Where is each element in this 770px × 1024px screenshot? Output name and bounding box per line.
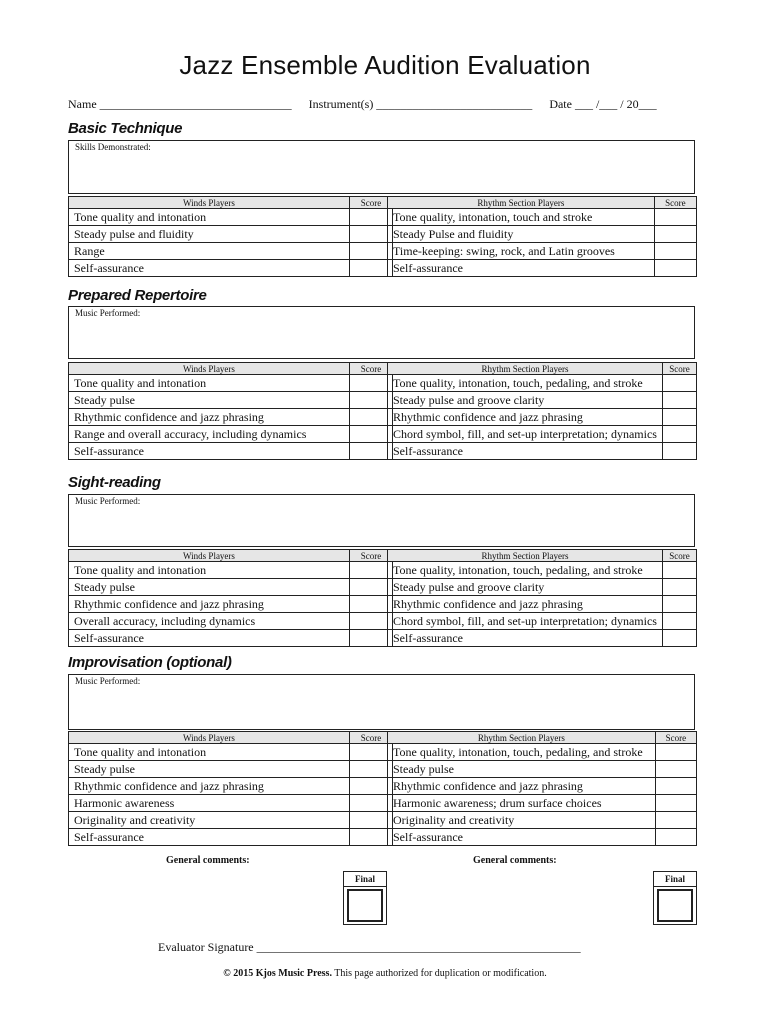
instrument-field[interactable]: Instrument(s) __________________________ <box>308 97 533 111</box>
table-row <box>388 409 697 426</box>
table-row <box>69 392 393 409</box>
rhythm-criterion: Steady pulse and groove clarity <box>388 579 663 596</box>
rhythm-header: Rhythm Section Players <box>388 550 663 562</box>
table-row <box>388 761 697 778</box>
rhythm-criterion: Self-assurance <box>388 260 655 277</box>
table-row <box>69 812 393 829</box>
table-row <box>388 630 697 647</box>
table-row <box>69 630 393 647</box>
rhythm-table <box>387 549 697 647</box>
winds-criterion: Rhythmic confidence and jazz phrasing <box>69 409 350 426</box>
winds-criterion: Tone quality and intonation <box>69 744 350 761</box>
winds-criterion: Rhythmic confidence and jazz phrasing <box>69 596 350 613</box>
section-heading: Prepared Repertoire <box>68 287 207 304</box>
section-heading: Basic Technique <box>68 120 183 137</box>
score-cell[interactable] <box>662 562 696 579</box>
rhythm-criterion: Steady pulse and groove clarity <box>388 392 663 409</box>
winds-criterion: Tone quality and intonation <box>69 375 350 392</box>
table-row <box>388 778 697 795</box>
rhythm-criterion: Steady pulse <box>388 761 656 778</box>
table-row <box>69 744 393 761</box>
winds-header: Winds Players <box>69 197 350 209</box>
rhythm-table <box>387 731 697 846</box>
score-header: Score <box>350 197 393 209</box>
score-cell[interactable] <box>654 209 696 226</box>
rhythm-criterion: Self-assurance <box>388 630 663 647</box>
winds-header: Winds Players <box>69 550 350 562</box>
rhythm-final-score[interactable] <box>653 871 697 925</box>
rhythm-header: Rhythm Section Players <box>388 732 656 744</box>
score-header: Score <box>350 550 393 562</box>
notes-box[interactable] <box>68 140 695 194</box>
copyright: © 2015 Kjos Music Press. <box>223 968 332 979</box>
table-row <box>69 778 393 795</box>
evaluator-signature[interactable]: Evaluator Signature ______________________________________________________ <box>158 940 581 954</box>
score-cell[interactable] <box>655 744 696 761</box>
score-cell[interactable] <box>655 761 696 778</box>
table-row <box>69 829 393 846</box>
winds-criterion: Self-assurance <box>69 260 350 277</box>
winds-criterion: Steady pulse <box>69 579 350 596</box>
winds-criterion: Steady pulse and fluidity <box>69 226 350 243</box>
winds-criterion: Rhythmic confidence and jazz phrasing <box>69 778 350 795</box>
final-label: Final <box>344 872 386 887</box>
winds-criterion: Tone quality and intonation <box>69 209 350 226</box>
winds-comments-label: General comments: <box>166 855 250 866</box>
table-row <box>388 426 697 443</box>
table-row <box>69 596 393 613</box>
rhythm-criterion: Originality and creativity <box>388 812 656 829</box>
rhythm-criterion: Time-keeping: swing, rock, and Latin grooves <box>388 243 655 260</box>
section-heading: Sight-reading <box>68 474 161 491</box>
winds-criterion: Harmonic awareness <box>69 795 350 812</box>
table-row <box>69 260 393 277</box>
rhythm-criterion: Steady Pulse and fluidity <box>388 226 655 243</box>
rhythm-header: Rhythm Section Players <box>388 197 655 209</box>
final-score-box[interactable] <box>347 889 383 922</box>
final-label: Final <box>654 872 696 887</box>
score-header: Score <box>350 732 393 744</box>
rhythm-header: Rhythm Section Players <box>388 363 663 375</box>
table-row <box>388 613 697 630</box>
rhythm-criterion: Chord symbol, fill, and set-up interpretation; dynamics <box>388 426 663 443</box>
score-header: Score <box>654 197 696 209</box>
score-cell[interactable] <box>662 426 696 443</box>
winds-table <box>68 196 393 277</box>
score-cell[interactable] <box>662 613 696 630</box>
score-cell[interactable] <box>662 596 696 613</box>
rhythm-criterion: Tone quality, intonation, touch and stroke <box>388 209 655 226</box>
winds-criterion: Tone quality and intonation <box>69 562 350 579</box>
winds-criterion: Self-assurance <box>69 443 350 460</box>
rhythm-criterion: Tone quality, intonation, touch, pedaling, and stroke <box>388 562 663 579</box>
rhythm-comments-label: General comments: <box>473 855 557 866</box>
footer <box>0 968 770 979</box>
footer-text: This page authorized for duplication or modification. <box>331 968 547 979</box>
table-row <box>388 226 697 243</box>
score-cell[interactable] <box>662 392 696 409</box>
rhythm-criterion: Rhythmic confidence and jazz phrasing <box>388 409 663 426</box>
winds-criterion: Self-assurance <box>69 630 350 647</box>
rhythm-criterion: Chord symbol, fill, and set-up interpretation; dynamics <box>388 613 663 630</box>
table-row <box>388 579 697 596</box>
notes-box-label: Music Performed: <box>75 676 141 686</box>
table-row <box>388 795 697 812</box>
section-heading: Improvisation (optional) <box>68 654 232 671</box>
score-header: Score <box>655 732 696 744</box>
score-cell[interactable] <box>655 778 696 795</box>
table-row <box>69 613 393 630</box>
score-cell[interactable] <box>662 409 696 426</box>
score-header: Score <box>350 363 393 375</box>
rhythm-criterion: Tone quality, intonation, touch, pedaling, and stroke <box>388 744 656 761</box>
score-cell[interactable] <box>662 630 696 647</box>
notes-box-label: Music Performed: <box>75 308 141 318</box>
table-row <box>69 795 393 812</box>
table-row <box>69 243 393 260</box>
table-row <box>69 209 393 226</box>
table-row <box>388 562 697 579</box>
notes-box[interactable] <box>68 306 695 359</box>
winds-criterion: Steady pulse <box>69 761 350 778</box>
winds-table <box>68 362 393 460</box>
final-score-box[interactable] <box>657 889 693 922</box>
table-row <box>388 744 697 761</box>
notes-box-label: Music Performed: <box>75 496 141 506</box>
winds-final-score[interactable] <box>343 871 387 925</box>
winds-table <box>68 731 393 846</box>
table-row <box>69 426 393 443</box>
table-row <box>388 260 697 277</box>
score-header: Score <box>662 363 696 375</box>
score-cell[interactable] <box>654 226 696 243</box>
score-cell[interactable] <box>662 579 696 596</box>
table-row <box>69 409 393 426</box>
rhythm-criterion: Tone quality, intonation, touch, pedaling, and stroke <box>388 375 663 392</box>
rhythm-criterion: Rhythmic confidence and jazz phrasing <box>388 596 663 613</box>
score-cell[interactable] <box>655 829 696 846</box>
date-field[interactable]: Date ___ /___ / 20___ <box>549 97 657 111</box>
score-cell[interactable] <box>654 243 696 260</box>
notes-box[interactable] <box>68 494 695 547</box>
winds-criterion: Originality and creativity <box>69 812 350 829</box>
rhythm-criterion: Harmonic awareness; drum surface choices <box>388 795 656 812</box>
score-cell[interactable] <box>654 260 696 277</box>
table-row <box>69 375 393 392</box>
score-cell[interactable] <box>655 795 696 812</box>
table-row <box>69 562 393 579</box>
table-row <box>388 392 697 409</box>
table-row <box>388 829 697 846</box>
table-row <box>388 596 697 613</box>
rhythm-table <box>387 362 697 460</box>
table-row <box>388 375 697 392</box>
winds-criterion: Self-assurance <box>69 829 350 846</box>
table-row <box>388 209 697 226</box>
notes-box[interactable] <box>68 674 695 730</box>
table-row <box>69 443 393 460</box>
winds-table <box>68 549 393 647</box>
score-cell[interactable] <box>662 375 696 392</box>
rhythm-table <box>387 196 697 277</box>
table-row <box>69 579 393 596</box>
table-row <box>388 443 697 460</box>
page-title: Jazz Ensemble Audition Evaluation <box>179 50 591 80</box>
table-row <box>388 243 697 260</box>
rhythm-criterion: Self-assurance <box>388 829 656 846</box>
table-row <box>388 812 697 829</box>
table-row <box>69 761 393 778</box>
rhythm-criterion: Rhythmic confidence and jazz phrasing <box>388 778 656 795</box>
winds-criterion: Overall accuracy, including dynamics <box>69 613 350 630</box>
name-field[interactable]: Name ________________________________ <box>68 97 292 111</box>
winds-header: Winds Players <box>69 363 350 375</box>
notes-box-label: Skills Demonstrated: <box>75 142 151 152</box>
winds-criterion: Range and overall accuracy, including dynamics <box>69 426 350 443</box>
score-cell[interactable] <box>662 443 696 460</box>
winds-header: Winds Players <box>69 732 350 744</box>
winds-criterion: Range <box>69 243 350 260</box>
winds-criterion: Steady pulse <box>69 392 350 409</box>
rhythm-criterion: Self-assurance <box>388 443 663 460</box>
score-cell[interactable] <box>655 812 696 829</box>
score-header: Score <box>662 550 696 562</box>
table-row <box>69 226 393 243</box>
info-line <box>68 97 708 112</box>
